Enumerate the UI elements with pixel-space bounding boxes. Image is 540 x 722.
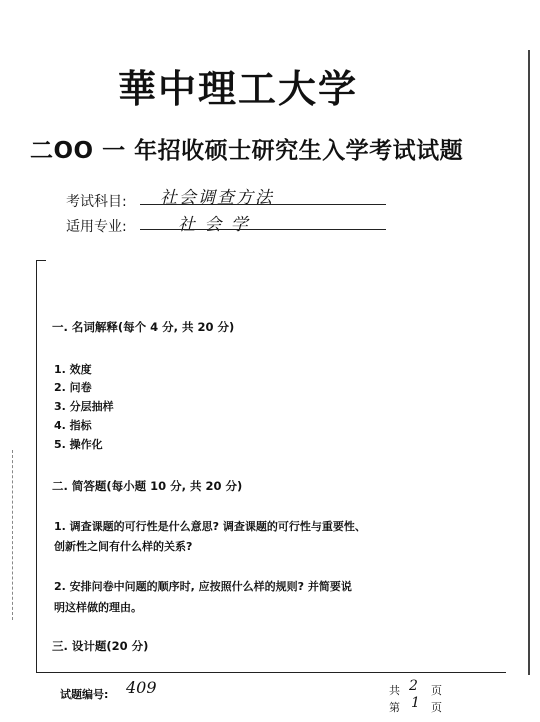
total-label: 共 xyxy=(389,684,400,697)
exam-title: 二OO 一 年招收硕士研究生入学考试试题 xyxy=(30,138,464,164)
question-line: 2. 安排问卷中问题的顺序时, 应按照什么样的规则? 并简要说 xyxy=(54,580,352,593)
list-item: 5. 操作化 xyxy=(54,438,103,451)
major-value: 社 会 学 xyxy=(178,215,250,235)
question-line: 明这样做的理由。 xyxy=(54,601,142,614)
section-3-heading: 三. 设计题(20 分) xyxy=(52,639,149,653)
subject-label: 考试科目: xyxy=(66,194,127,210)
exam-box-left-border xyxy=(36,260,37,672)
exam-code-value: 409 xyxy=(126,678,157,697)
section-1-heading: 一. 名词解释(每个 4 分, 共 20 分) xyxy=(52,320,235,334)
major-underline xyxy=(140,229,386,230)
page-label: 第 xyxy=(389,701,400,714)
subject-value: 社会调查方法 xyxy=(160,188,274,208)
subject-underline xyxy=(140,204,386,205)
question-line: 创新性之间有什么样的关系? xyxy=(54,540,193,553)
question-line: 1. 调查课题的可行性是什么意思? 调查课题的可行性与重要性、 xyxy=(54,520,366,533)
exam-box-bottom-border xyxy=(36,672,506,673)
section-2-heading: 二. 简答题(每小题 10 分, 共 20 分) xyxy=(52,479,243,493)
list-item: 2. 问卷 xyxy=(54,381,92,394)
page-unit: 页 xyxy=(431,701,442,714)
page-count xyxy=(389,678,449,722)
list-item: 3. 分层抽样 xyxy=(54,400,114,413)
exam-code-label: 试题编号: xyxy=(60,688,109,701)
binding-margin-dots xyxy=(12,450,13,620)
total-unit: 页 xyxy=(431,684,442,697)
page-value: 1 xyxy=(411,695,420,711)
page-right-edge xyxy=(528,50,530,675)
total-value: 2 xyxy=(409,678,418,694)
list-item: 1. 效度 xyxy=(54,363,92,376)
list-item: 4. 指标 xyxy=(54,419,92,432)
university-name: 華中理工大学 xyxy=(118,66,359,111)
exam-box-top-border xyxy=(36,260,46,261)
major-label: 适用专业: xyxy=(66,219,127,235)
